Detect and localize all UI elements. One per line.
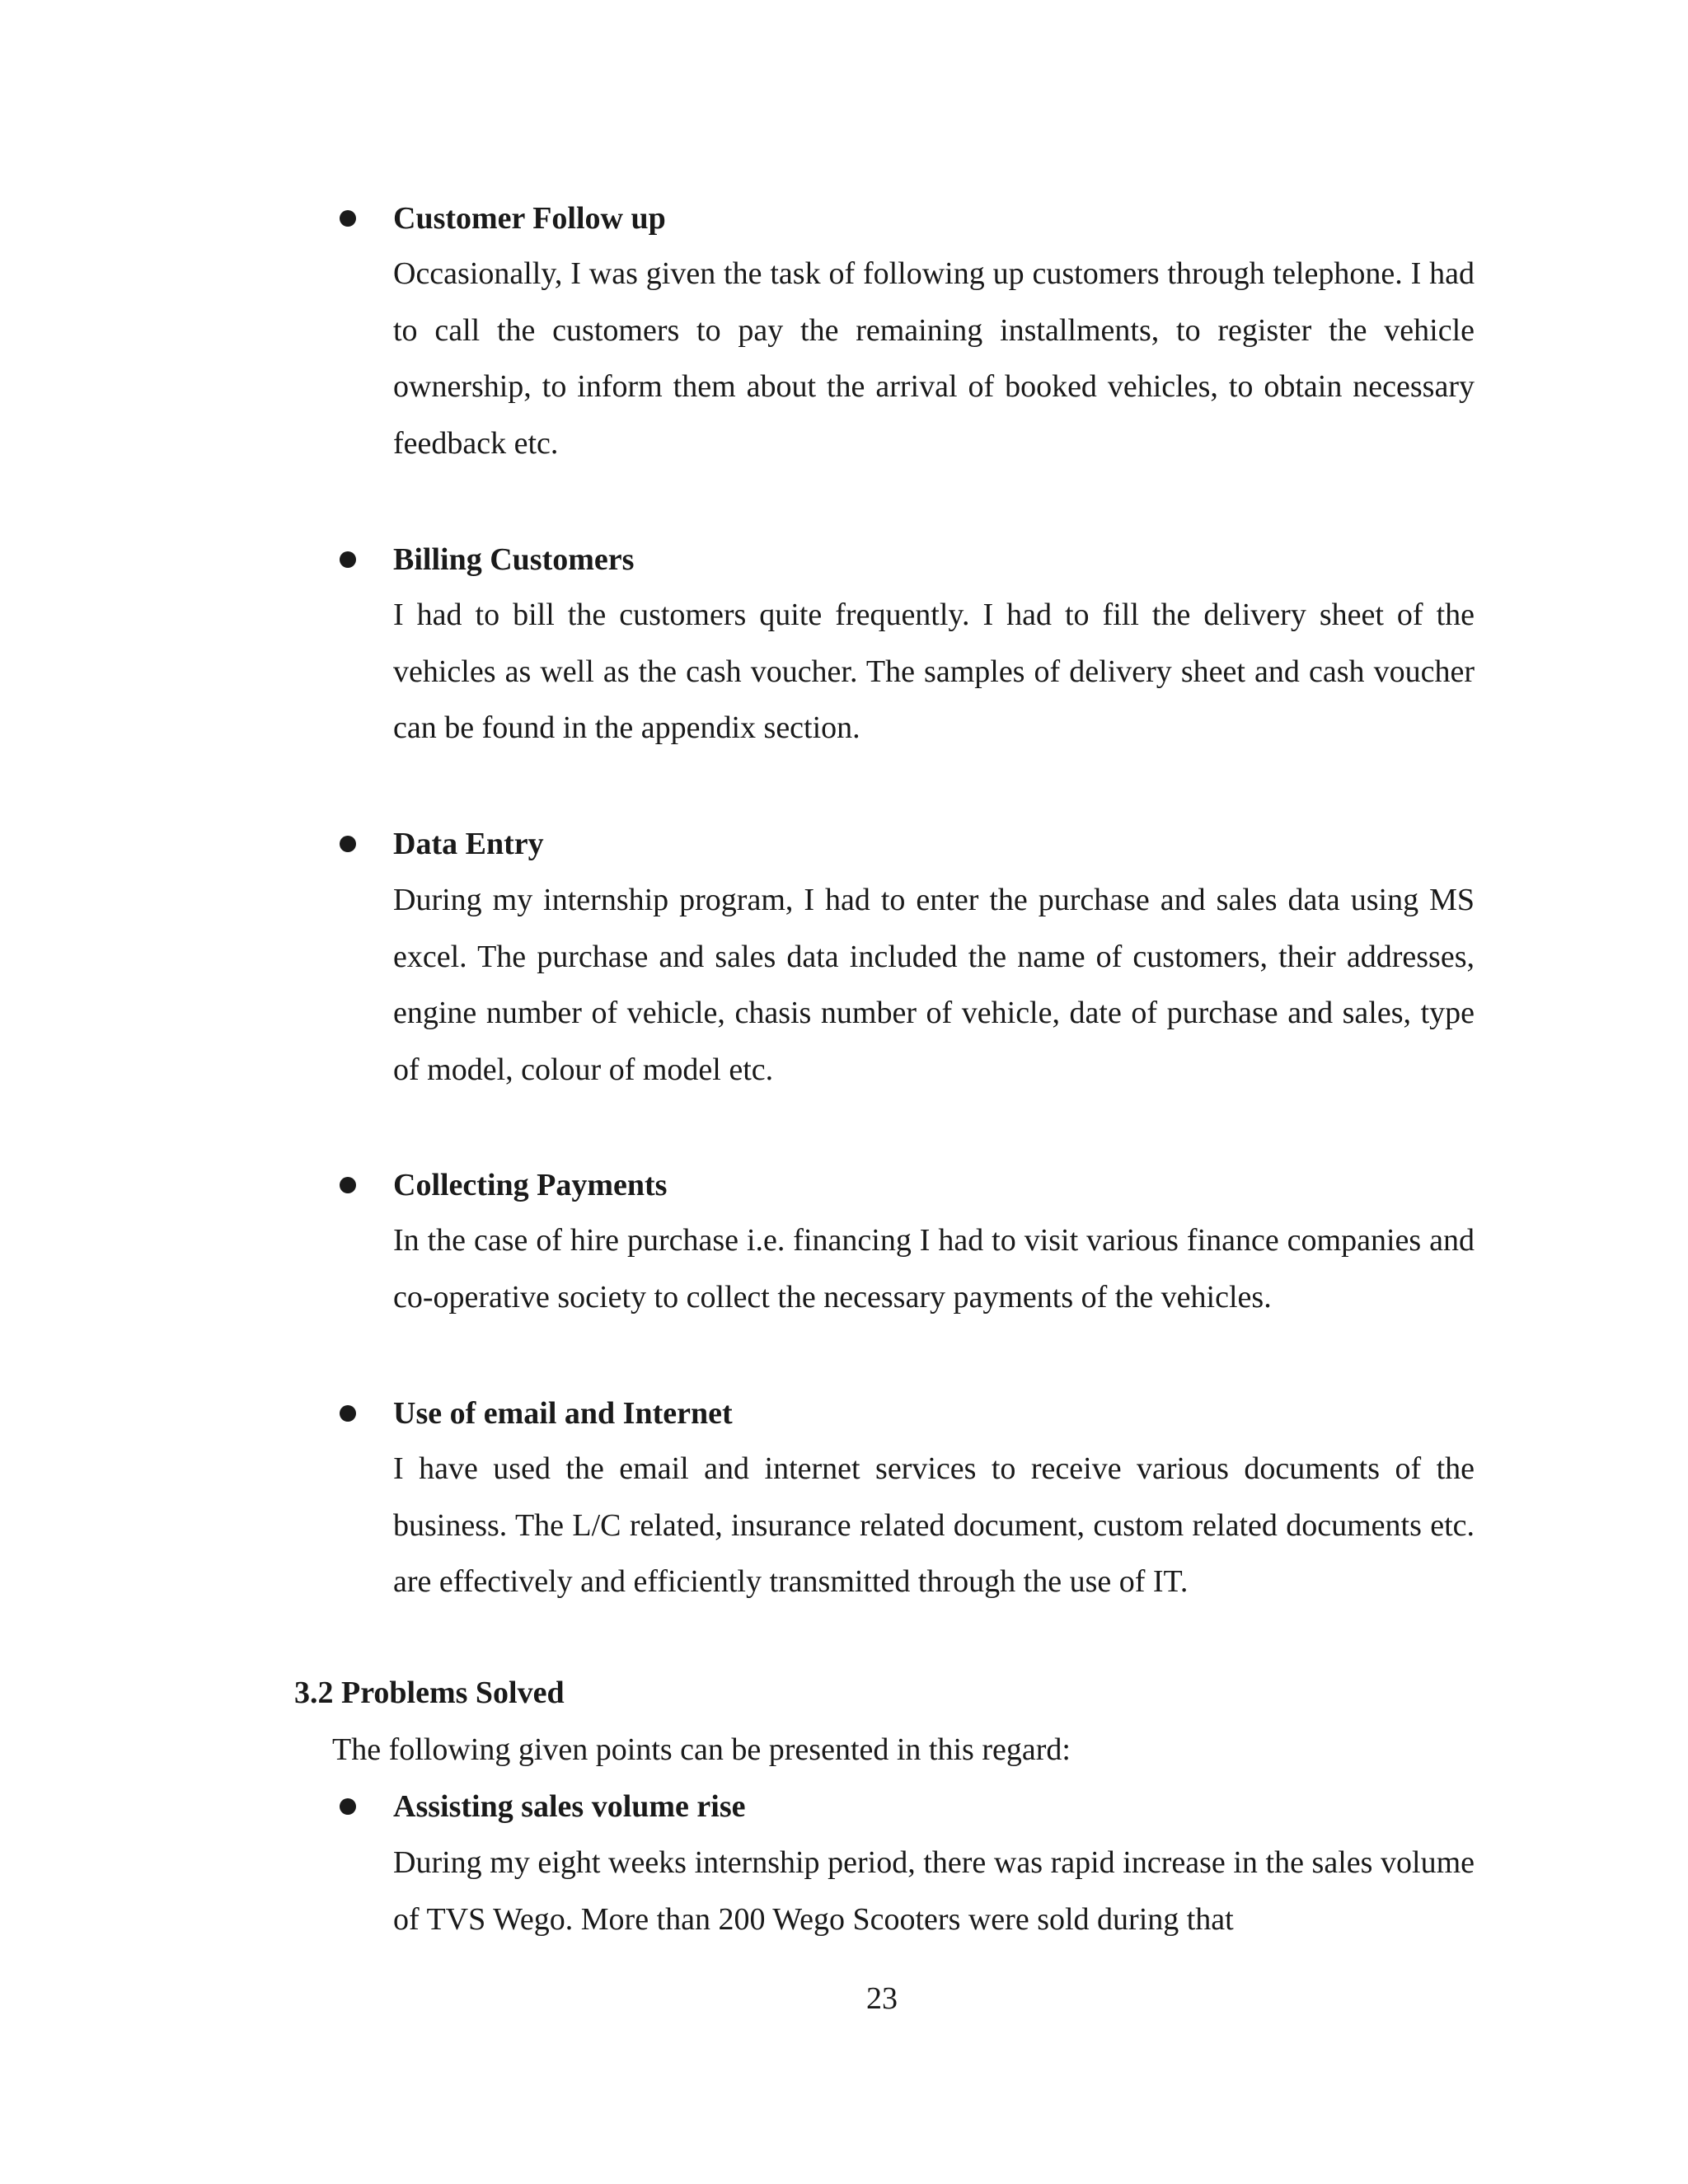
item-title: Data Entry	[393, 827, 544, 861]
item-title: Use of email and Internet	[393, 1396, 733, 1431]
item-body: In the case of hire purchase i.e. financing I had to visit various finance companies and co-operative society to collect the necessary payments of the vehicles.	[393, 1223, 1475, 1315]
section-intro: The following given points can be presented in this regard:	[332, 1732, 1071, 1767]
item-body: I have used the email and internet services to receive various documents of the business. The L/C related, insurance related document, custom related documents etc. are effectively and efficiently transmitted through the use of IT.	[393, 1451, 1475, 1599]
bullet-icon	[340, 1177, 356, 1193]
item-title: Assisting sales volume rise	[393, 1789, 746, 1824]
item-body: Occasionally, I was given the task of following up customers through telephone. I had to call the customers to pay the remaining installments, to register the vehicle ownership, to inform them about the arrival of booked vehicles, to obtain necessary feedback etc.	[393, 256, 1475, 461]
page-number: 23	[866, 1981, 898, 2016]
item-body: During my eight weeks internship period, there was rapid increase in the sales volume of TVS Wego. More than 200 Wego Scooters were sold during that	[393, 1845, 1475, 1937]
item-title: Collecting Payments	[393, 1168, 668, 1202]
item-title: Customer Follow up	[393, 201, 666, 236]
bullet-icon	[340, 210, 356, 227]
bullet-icon	[340, 551, 356, 568]
bullet-icon	[340, 1405, 356, 1422]
item-title: Billing Customers	[393, 542, 635, 577]
bullet-icon	[340, 836, 356, 852]
item-body: During my internship program, I had to enter the purchase and sales data using MS excel. The purchase and sales data included the name of customers, their addresses, engine number of vehicle, chasis number of vehicle, date of purchase and sales, type of model, colour of model etc.	[393, 883, 1475, 1087]
section-heading: 3.2 Problems Solved	[294, 1675, 565, 1710]
bullet-icon	[340, 1798, 356, 1815]
item-body: I had to bill the customers quite frequently. I had to fill the delivery sheet of the vehicles as well as the cash voucher. The samples of delivery sheet and cash voucher can be found in the appendix section.	[393, 598, 1475, 745]
